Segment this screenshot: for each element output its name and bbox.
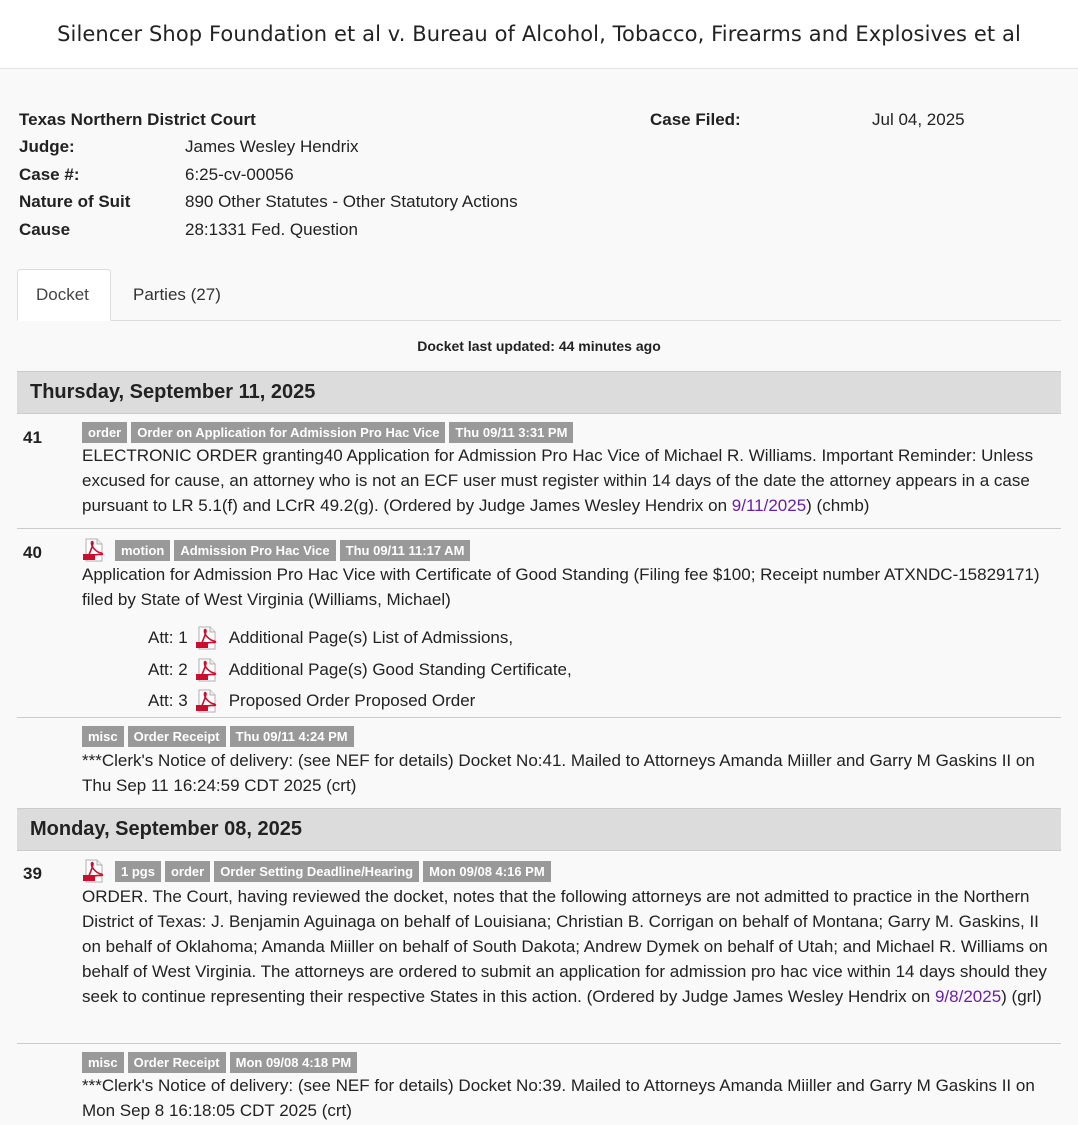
attachment-description[interactable]: Additional Page(s) Good Standing Certificate,	[228, 660, 572, 679]
docket-entry	[17, 414, 1061, 529]
entry-tag-category: Order on Application for Admission Pro Hac Vice	[131, 422, 445, 443]
docket-entry	[17, 1044, 1061, 1125]
judge-value: James Wesley Hendrix	[185, 137, 359, 156]
case-number-label: Case #:	[19, 165, 80, 184]
docket-entry	[17, 851, 1061, 1044]
entry-tag-category: Admission Pro Hac Vice	[174, 540, 335, 561]
nature-of-suit-label: Nature of Suit	[19, 192, 131, 211]
entry-number: 41	[23, 428, 42, 447]
attachment-label: Att: 3	[148, 691, 188, 710]
pdf-icon[interactable]	[195, 689, 219, 713]
cause-value: 28:1331 Fed. Question	[185, 220, 358, 239]
attachment-item[interactable]	[148, 689, 475, 713]
entry-tag-type: order	[82, 422, 127, 443]
main-content	[0, 69, 1078, 1125]
entry-tag-timestamp: Thu 09/11 3:31 PM	[449, 422, 573, 443]
day-header: Thursday, September 11, 2025	[17, 371, 1061, 414]
pdf-icon[interactable]	[82, 538, 106, 562]
case-filed-label: Case Filed:	[650, 110, 741, 129]
page-header	[0, 0, 1078, 69]
docket-entry	[17, 718, 1061, 808]
day-header: Monday, September 08, 2025	[17, 808, 1061, 851]
entry-tag-timestamp: Thu 09/11 4:24 PM	[230, 726, 354, 747]
case-number-value: 6:25-cv-00056	[185, 165, 294, 184]
attachment-description[interactable]: Proposed Order Proposed Order	[228, 691, 476, 710]
attachment-label: Att: 2	[148, 660, 188, 679]
attachment-label: Att: 1	[148, 628, 188, 647]
pdf-icon[interactable]	[195, 658, 219, 682]
entry-tag-type: motion	[115, 540, 170, 561]
page-title: Silencer Shop Foundation et al v. Bureau of Alcohol, Tobacco, Firearms and Explosives et al	[57, 22, 1021, 46]
entry-description: ELECTRONIC ORDER granting40 Application for Admission Pro Hac Vice of Michael R. Williams. Important Reminder: Unless excused for cause, an attorney who is not an ECF user must register within 14 days of the date the attorney appears in a case pursuant to LR 5.1(f) and LCrR 49.2(g). (Ordered by Judge James Wesley Hendrix on 9/11/2025) (chmb)	[82, 446, 1034, 515]
entry-tag-category: Order Setting Deadline/Hearing	[214, 861, 419, 882]
entry-date-link[interactable]: 9/11/2025	[731, 496, 807, 515]
entry-link-docket-40[interactable]: 40	[323, 446, 343, 465]
pdf-icon[interactable]	[195, 626, 219, 650]
attachment-description[interactable]: Additional Page(s) List of Admissions,	[228, 628, 514, 647]
entry-tag-category: Order Receipt	[128, 1052, 226, 1073]
tab-bar	[17, 269, 1061, 321]
entry-description: Application for Admission Pro Hac Vice with Certificate of Good Standing (Filing fee $100; Receipt number ATXNDC-15829171) filed by State of West Virginia (Williams, Michael)	[82, 565, 1040, 609]
entry-tag-timestamp: Mon 09/08 4:16 PM	[423, 861, 551, 882]
cause-label: Cause	[19, 220, 71, 239]
entry-description: ***Clerk's Notice of delivery: (see NEF for details) Docket No:39. Mailed to Attorneys Amanda Miiller and Garry M Gaskins II on Mon Sep 8 16:18:05 CDT 2025 (crt)	[82, 1076, 1035, 1120]
entry-tag-pages: 1 pgs	[115, 861, 161, 882]
case-info	[17, 69, 1061, 269]
nature-of-suit-value: 890 Other Statutes - Other Statutory Actions	[185, 192, 518, 211]
judge-label: Judge:	[19, 137, 75, 156]
entry-number: 40	[23, 543, 42, 562]
case-filed-value: Jul 04, 2025	[872, 110, 965, 129]
entry-tag-type: misc	[82, 1052, 124, 1073]
entry-tag-category: Order Receipt	[128, 726, 226, 747]
entry-tag-type: misc	[82, 726, 124, 747]
entry-description: ORDER. The Court, having reviewed the docket, notes that the following attorneys are not admitted to practice in the Northern District of Texas: J. Benjamin Aguinaga on behalf of Louisiana; Christian B. Corrigan on behalf of Montana; Garry M. Gaskins, II on behalf of Oklahoma; Amanda Miiller on behalf of South Dakota; Andrew Dymek on behalf of Utah; and Michael R. Williams on behalf of West Virginia. The attorneys are ordered to submit an application for admission pro hac vice within 14 days should they seek to continue representing their respective States in this action. (Ordered by Judge James Wesley Hendrix on 9/8/2025) (grl)	[82, 887, 1048, 1006]
pdf-icon[interactable]	[82, 859, 106, 883]
entry-tag-type: order	[165, 861, 210, 882]
docket-entry	[17, 529, 1061, 718]
entry-tag-timestamp: Mon 09/08 4:18 PM	[230, 1052, 358, 1073]
court-name: Texas Northern District Court	[19, 110, 256, 129]
docket-updated-status: Docket last updated: 44 minutes ago	[417, 338, 661, 354]
tab-docket[interactable]: Docket	[17, 269, 111, 321]
entry-date-link[interactable]: 9/8/2025	[934, 987, 1002, 1006]
entry-description: ***Clerk's Notice of delivery: (see NEF for details) Docket No:41. Mailed to Attorneys Amanda Miiller and Garry M Gaskins II on Thu Sep 11 16:24:59 CDT 2025 (crt)	[82, 751, 1035, 795]
attachment-item[interactable]	[148, 626, 513, 650]
attachment-item[interactable]	[148, 658, 572, 682]
entry-tag-timestamp: Thu 09/11 11:17 AM	[340, 540, 471, 561]
entry-number: 39	[23, 864, 42, 883]
tab-parties[interactable]: Parties (27)	[133, 285, 221, 304]
